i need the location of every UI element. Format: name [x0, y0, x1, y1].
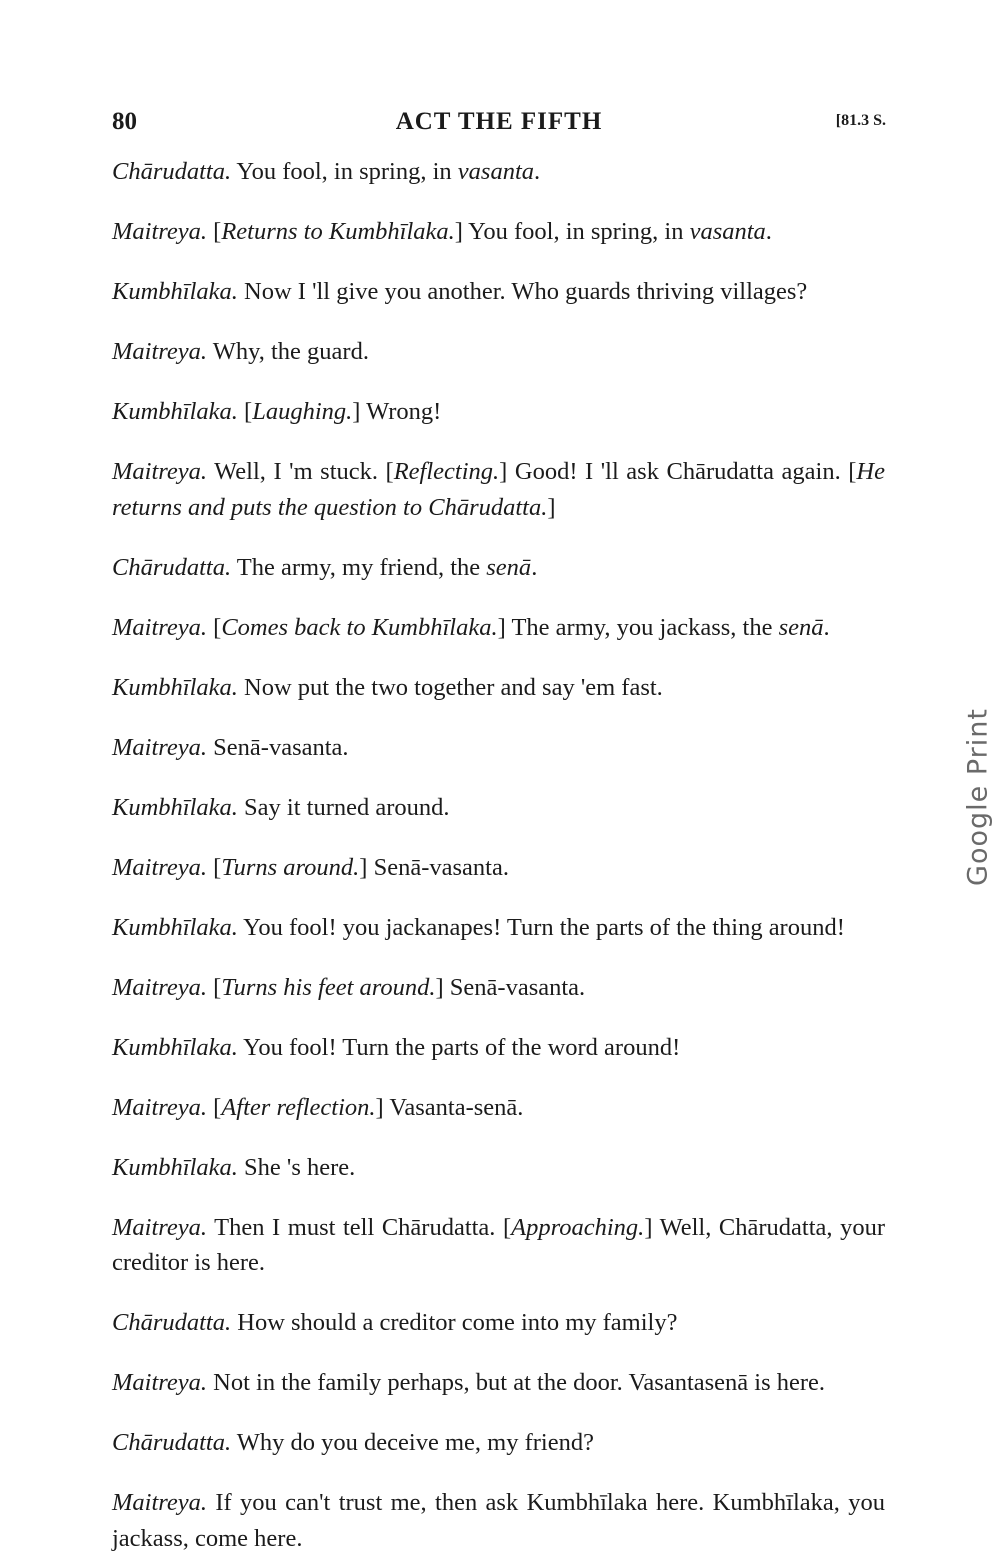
stage-direction: He returns and puts the question to Chārudatta.: [112, 458, 885, 521]
line-text: You fool, in spring, in: [231, 158, 458, 185]
section-reference: [81.3 S.: [835, 112, 886, 129]
dialogue-line: [112, 850, 885, 886]
stage-direction: Reflecting.: [393, 458, 500, 485]
dialogue-line: [112, 454, 885, 525]
speaker-name: Maitreya.: [112, 218, 208, 245]
dialogue-line: [112, 790, 885, 826]
speaker-name: Maitreya.: [112, 458, 208, 485]
line-text: ] Wrong!: [352, 398, 442, 425]
line-text: [: [237, 398, 253, 425]
line-text: [: [207, 218, 222, 245]
line-text: [: [207, 1093, 222, 1121]
speaker-name: Maitreya.: [112, 973, 208, 1001]
speaker-name: Chārudatta.: [112, 1429, 232, 1456]
dialogue-line: [112, 154, 885, 190]
speaker-name: Chārudatta.: [112, 158, 232, 185]
speaker-name: Maitreya.: [112, 338, 208, 365]
speaker-name: Kumbhīlaka.: [112, 1153, 238, 1181]
line-text: You fool! Turn the parts of the word around!: [237, 1033, 681, 1061]
italic-text: senā: [778, 613, 824, 641]
dialogue-line: [112, 1485, 885, 1556]
italic-text: senā: [486, 553, 532, 581]
speaker-name: Maitreya.: [112, 733, 208, 761]
speaker-name: Chārudatta.: [112, 1309, 232, 1336]
stage-direction: Laughing.: [252, 398, 353, 425]
stage-direction: After reflection.: [221, 1093, 376, 1121]
speaker-name: Maitreya.: [112, 1489, 208, 1516]
speaker-name: Kumbhīlaka.: [112, 793, 238, 821]
speaker-name: Maitreya.: [112, 1093, 208, 1121]
line-text: Why do you deceive me, my friend?: [231, 1429, 594, 1456]
speaker-name: Kumbhīlaka.: [112, 913, 238, 941]
line-text: ] Senā-vasanta.: [359, 853, 509, 881]
dialogue-line: [112, 970, 885, 1006]
speaker-name: Kumbhīlaka.: [112, 1033, 238, 1061]
line-text: ] You fool, in spring, in: [454, 218, 690, 245]
speaker-name: Maitreya.: [112, 853, 208, 881]
speaker-name: Chārudatta.: [112, 553, 232, 581]
line-text: [: [207, 613, 222, 641]
dialogue-line: [112, 274, 885, 310]
line-text: ] Good! I 'll ask Chārudatta again. [: [499, 458, 857, 485]
dialogue-line: [112, 1210, 885, 1281]
line-text: Say it turned around.: [237, 793, 450, 821]
speaker-name: Kumbhīlaka.: [112, 278, 238, 305]
speaker-name: Maitreya.: [112, 613, 208, 641]
dialogue-line: [112, 334, 885, 370]
page-number: 80: [112, 108, 137, 135]
line-text: .: [531, 553, 538, 581]
line-text: If you can't trust me, then ask Kumbhīlaka here. Kumbhīlaka, you jackass, come here.: [112, 1489, 885, 1552]
line-text: Why, the guard.: [207, 338, 369, 365]
line-text: ] The army, you jackass, the: [497, 613, 779, 641]
line-text: You fool! you jackanapes! Turn the parts of the thing around!: [237, 913, 845, 941]
line-text: How should a creditor come into my family?: [231, 1309, 678, 1336]
line-text: ] Senā-vasanta.: [435, 973, 586, 1001]
line-text: .: [534, 158, 541, 185]
line-text: Now I 'll give you another. Who guards thriving villages?: [237, 278, 808, 305]
line-text: ]: [547, 493, 556, 521]
dialogue-line: [112, 1030, 885, 1066]
dialogue-line: [112, 1090, 885, 1126]
italic-text: vasanta: [689, 218, 766, 245]
line-text: Not in the family perhaps, but at the door. Vasantasenā is here.: [207, 1369, 826, 1396]
line-text: [: [207, 973, 222, 1001]
line-text: .: [765, 218, 772, 245]
dialogue-line: [112, 670, 885, 706]
italic-text: vasanta: [457, 158, 535, 185]
line-text: ] Vasanta-senā.: [375, 1093, 524, 1121]
dialogue-line: [112, 550, 885, 586]
line-text: Now put the two together and say 'em fast.: [237, 673, 663, 701]
stage-direction: Turns around.: [221, 853, 360, 881]
dialogue-line: [112, 610, 885, 646]
line-text: The army, my friend, the: [231, 553, 487, 581]
dialogue-line: [112, 214, 885, 250]
dialogue-text: [112, 154, 885, 1559]
line-text: Then I must tell Chārudatta. [: [207, 1213, 512, 1241]
dialogue-line: [112, 910, 885, 946]
dialogue-line: [112, 1305, 885, 1341]
page-header: [112, 108, 886, 142]
line-text: She 's here.: [237, 1153, 356, 1181]
dialogue-line: [112, 394, 885, 430]
dialogue-line: [112, 1150, 885, 1186]
line-text: [: [207, 853, 222, 881]
running-title: ACT THE FIFTH: [395, 108, 603, 135]
stage-direction: Comes back to Kumbhīlaka.: [221, 613, 498, 641]
line-text: ] Well, Chārudatta, your creditor is here.: [112, 1213, 885, 1276]
stage-direction: Returns to Kumbhīlaka.: [221, 218, 455, 245]
google-print-watermark: Google Print: [962, 708, 994, 886]
speaker-name: Maitreya.: [112, 1213, 208, 1241]
speaker-name: Kumbhīlaka.: [112, 673, 238, 701]
speaker-name: Maitreya.: [112, 1369, 208, 1396]
line-text: Well, I 'm stuck. [: [207, 458, 394, 485]
stage-direction: Approaching.: [511, 1213, 645, 1241]
dialogue-line: [112, 730, 885, 766]
stage-direction: Turns his feet around.: [221, 973, 436, 1001]
dialogue-line: [112, 1425, 885, 1461]
speaker-name: Kumbhīlaka.: [112, 398, 238, 425]
line-text: Senā-vasanta.: [207, 733, 349, 761]
line-text: .: [823, 613, 830, 641]
dialogue-line: [112, 1365, 885, 1401]
